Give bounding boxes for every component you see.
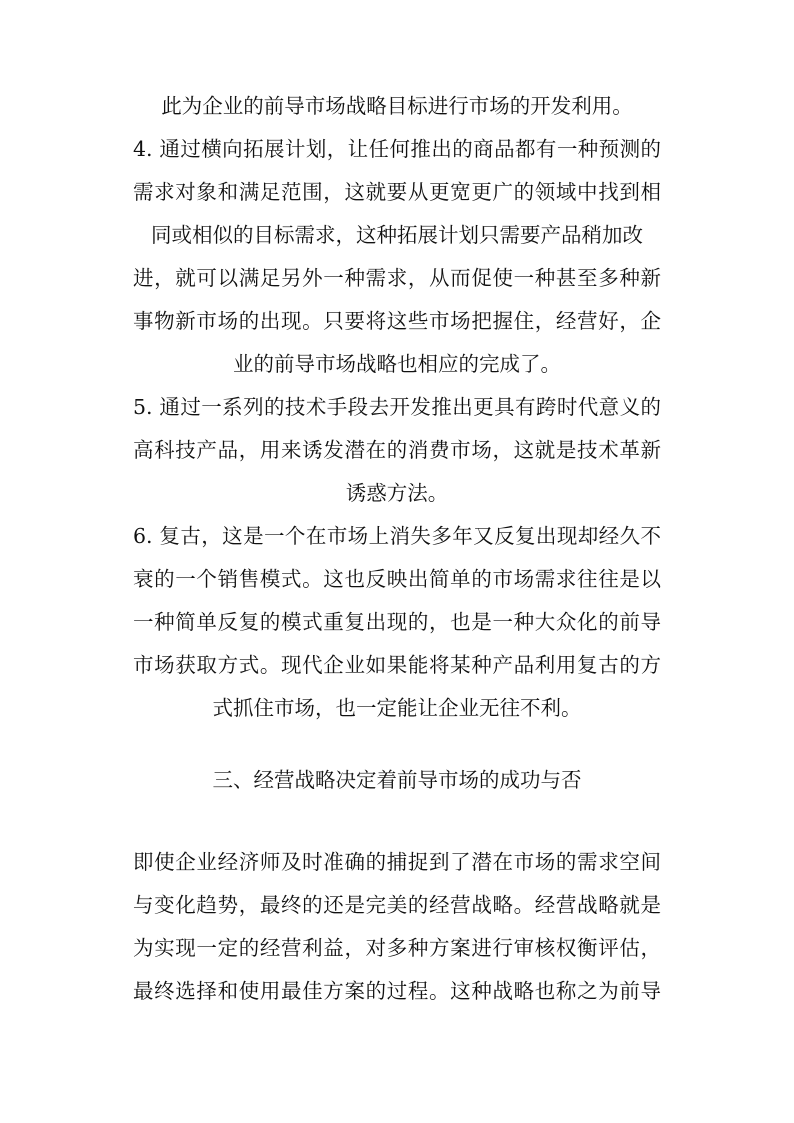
list-item-text: 复古，这是一个在市场上消失多年又反复出现却经久不 [159, 524, 661, 548]
section-heading: 三、经营战略决定着前导市场的成功与否 [212, 768, 582, 792]
list-item-5-line-2: 高科技产品，用来诱发潜在的消费市场，这就是技术革新 [133, 438, 661, 462]
list-item-6-line-1 [133, 516, 661, 556]
list-item-6-line-3: 一种简单反复的模式重复出现的，也是一种大众化的前导 [133, 610, 661, 634]
paragraph-line: 与变化趋势，最终的还是完美的经营战略。经营战略就是 [133, 893, 661, 917]
list-item-text: 通过横向拓展计划，让任何推出的商品都有一种预测的 [159, 137, 661, 161]
list-item-text: 通过一系列的技术手段去开发推出更具有跨时代意义的 [159, 395, 661, 419]
list-number: 6. [133, 524, 153, 548]
list-item-5-line-1 [133, 387, 661, 427]
list-item-6-line-5: 式抓住市场，也一定能让企业无往不利。 [212, 696, 582, 720]
list-item-4-line-1 [133, 129, 661, 169]
list-item-4-line-3: 同或相似的目标需求，这种拓展计划只需要产品稍加改 [151, 223, 643, 247]
list-item-4-line-2: 需求对象和满足范围，这就要从更宽更广的领域中找到相 [133, 180, 661, 204]
list-item-6-line-4: 市场获取方式。现代企业如果能将某种产品利用复古的方 [133, 653, 661, 677]
list-item-5-line-3: 诱惑方法。 [345, 481, 449, 505]
paragraph-line: 为实现一定的经营利益，对多种方案进行审核权衡评估， [133, 936, 661, 960]
list-item-6-line-2: 衰的一个销售模式。这也反映出简单的市场需求往往是以 [133, 567, 661, 591]
paragraph-line: 即使企业经济师及时准确的捕捉到了潜在市场的需求空间 [133, 850, 661, 874]
paragraph-line: 此为企业的前导市场战略目标进行市场的开发利用。 [161, 94, 633, 118]
list-item-4-line-4: 进，就可以满足另外一种需求，从而促使一种甚至多种新 [133, 266, 661, 290]
list-number: 4. [133, 137, 153, 161]
list-item-4-line-5: 事物新市场的出现。只要将这些市场把握住，经营好，企 [133, 309, 661, 333]
list-number: 5. [133, 395, 153, 419]
paragraph-line: 最终选择和使用最佳方案的过程。这种战略也称之为前导 [133, 979, 661, 1003]
list-item-4-line-6: 业的前导市场战略也相应的完成了。 [233, 352, 561, 376]
